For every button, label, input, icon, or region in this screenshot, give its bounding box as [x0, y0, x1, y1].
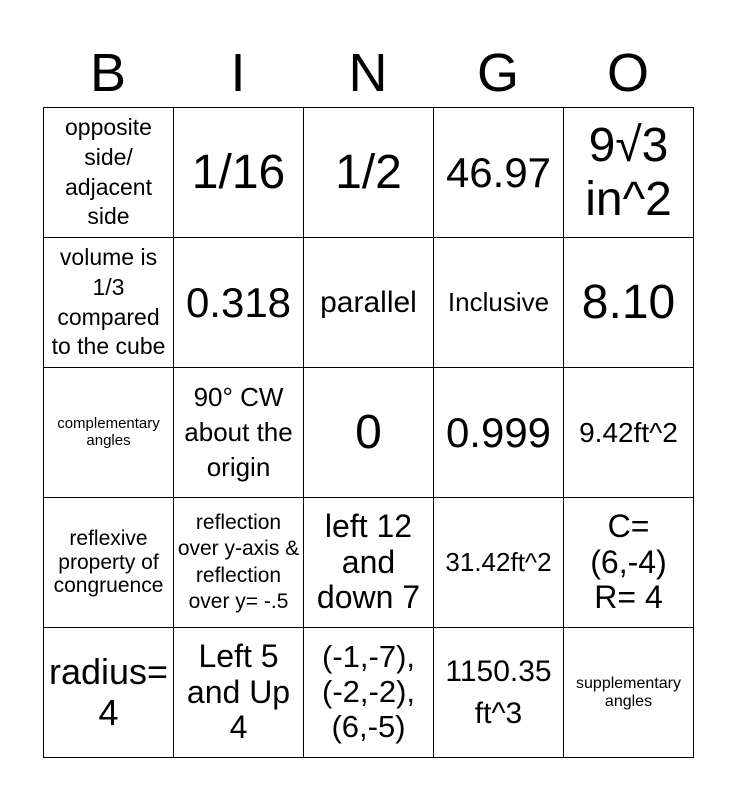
header-letter-g: G — [476, 43, 519, 103]
bingo-cell: parallel — [304, 238, 434, 368]
bingo-cell: opposite side/ adjacent side — [44, 108, 174, 238]
board-row-4 — [44, 498, 694, 628]
board-row-5 — [44, 628, 694, 758]
bingo-cell: radius= 4 — [44, 628, 174, 758]
board-row-1 — [44, 108, 694, 238]
bingo-cell: 31.42ft^2 — [434, 498, 564, 628]
bingo-cell: Left 5 and Up 4 — [174, 628, 304, 758]
bingo-cell: 1/16 — [174, 108, 304, 238]
bingo-cell: C= (6,-4) R= 4 — [564, 498, 694, 628]
bingo-cell: 0 — [304, 368, 434, 498]
bingo-board — [43, 107, 694, 758]
bingo-cell: 8.10 — [564, 238, 694, 368]
bingo-cell: 0.318 — [174, 238, 304, 368]
board-row-3 — [44, 368, 694, 498]
bingo-cell: 46.97 — [434, 108, 564, 238]
bingo-cell: Inclusive — [434, 238, 564, 368]
bingo-cell: 9.42ft^2 — [564, 368, 694, 498]
bingo-cell: 90° CW about the origin — [174, 368, 304, 498]
header-letter-i: I — [230, 43, 246, 103]
header-letter-o: O — [606, 43, 649, 103]
bingo-cell: supplementary angles — [564, 628, 694, 758]
header-letter-b: B — [89, 43, 127, 103]
bingo-cell: reflexive property of congruence — [44, 498, 174, 628]
bingo-cell: volume is 1/3 compared to the cube — [44, 238, 174, 368]
bingo-cell: left 12 and down 7 — [304, 498, 434, 628]
bingo-cell: (-1,-7), (-2,-2), (6,-5) — [304, 628, 434, 758]
bingo-header — [43, 40, 693, 106]
bingo-cell: 9√3 in^2 — [564, 108, 694, 238]
header-letter-n: N — [348, 43, 388, 103]
bingo-cell: 0.999 — [434, 368, 564, 498]
bingo-cell: complementary angles — [44, 368, 174, 498]
bingo-cell: reflection over y-axis & reflection over y= -.5 — [174, 498, 304, 628]
bingo-cell: 1/2 — [304, 108, 434, 238]
board-row-2 — [44, 238, 694, 368]
bingo-cell: 1150.35 ft^3 — [434, 628, 564, 758]
